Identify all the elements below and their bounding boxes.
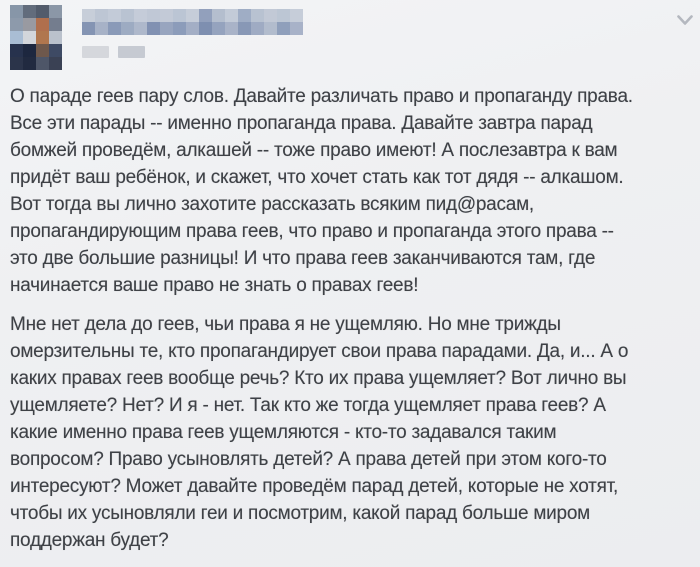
mosaic-cell	[134, 22, 147, 35]
text-line: Вот тогда вы лично захотите рассказать всяким пид@расам,	[10, 194, 534, 215]
mosaic-cell	[173, 22, 186, 35]
text-line: пропагандирующим права геев, что право и пропаганда этого права --	[10, 221, 614, 242]
post-paragraph-2	[10, 311, 696, 554]
mosaic-cell	[49, 57, 62, 70]
mosaic-cell	[251, 22, 264, 35]
text-line: начинается ваше право не знать о правах геев!	[10, 275, 419, 296]
mosaic-cell	[108, 22, 121, 35]
mosaic-cell	[264, 22, 277, 35]
mosaic-cell	[36, 31, 49, 44]
text-line: это две большие разницы! И что права геев заканчиваются там, где	[10, 248, 596, 269]
mosaic-cell	[108, 9, 121, 22]
mosaic-cell	[160, 22, 173, 35]
mosaic-cell	[134, 9, 147, 22]
mosaic-cell	[95, 9, 108, 22]
mosaic-cell	[49, 18, 62, 31]
mosaic-cell	[10, 18, 23, 31]
mosaic-cell	[186, 9, 199, 22]
mosaic-cell	[10, 5, 23, 18]
mosaic-cell	[82, 9, 95, 22]
mosaic-cell	[10, 57, 23, 70]
mosaic-cell	[173, 9, 186, 22]
text-line: каких правах геев вообще речь? Кто их права ущемляет? Вот лично вы	[10, 368, 627, 389]
mosaic-cell	[251, 9, 264, 22]
text-line: О параде геев пару слов. Давайте различать право и пропаганду права.	[10, 86, 633, 107]
mosaic-cell	[212, 22, 225, 35]
text-line: какие именно права геев ущемляются - кто-то задавался таким	[10, 422, 557, 443]
mosaic-cell	[186, 22, 199, 35]
mosaic-cell	[23, 31, 36, 44]
mosaic-cell	[23, 18, 36, 31]
mosaic-cell	[238, 9, 251, 22]
mosaic-cell	[147, 9, 160, 22]
post-body	[10, 83, 696, 554]
text-line: Мне нет дела до геев, чьи права я не ущемляю. Но мне трижды	[10, 314, 561, 335]
mosaic-cell	[225, 22, 238, 35]
mosaic-cell	[95, 22, 108, 35]
mosaic-cell	[23, 57, 36, 70]
text-line: ущемляете? Нет? И я - нет. Так кто же тогда ущемляет права геев? А	[10, 395, 606, 416]
mosaic-cell	[23, 44, 36, 57]
mosaic-cell	[10, 31, 23, 44]
text-line: чтобы их усыновляли геи и посмотрим, какой парад больше миром	[10, 503, 590, 524]
meta-block	[82, 46, 109, 58]
avatar[interactable]	[10, 5, 62, 70]
mosaic-cell	[160, 9, 173, 22]
mosaic-cell	[290, 9, 303, 22]
mosaic-cell	[212, 9, 225, 22]
mosaic-cell	[23, 5, 36, 18]
mosaic-cell	[277, 9, 290, 22]
mosaic-cell	[225, 9, 238, 22]
mosaic-cell	[36, 18, 49, 31]
author-name-redacted[interactable]	[82, 9, 303, 35]
timestamp-redacted[interactable]	[82, 46, 145, 58]
mosaic-cell	[49, 5, 62, 18]
mosaic-cell	[10, 44, 23, 57]
mosaic-cell	[290, 22, 303, 35]
mosaic-cell	[36, 5, 49, 18]
mosaic-cell	[36, 57, 49, 70]
chevron-down-icon	[677, 15, 693, 26]
post-options-button[interactable]	[674, 10, 696, 30]
mosaic-cell	[199, 22, 212, 35]
mosaic-cell	[199, 9, 212, 22]
text-line: омерзительны те, кто пропагандирует свои права парадами. Да, и... А о	[10, 341, 629, 362]
text-line: поддержан будет?	[10, 530, 169, 551]
mosaic-cell	[121, 9, 134, 22]
mosaic-cell	[49, 31, 62, 44]
meta-block	[118, 46, 145, 58]
mosaic-cell	[121, 22, 134, 35]
text-line: вопросом? Право усыновлять детей? А права детей при этом кого-то	[10, 449, 607, 470]
mosaic-cell	[264, 9, 277, 22]
text-line: бомжей проведём, алкашей -- тоже право имеют! А послезавтра к вам	[10, 140, 618, 161]
mosaic-cell	[49, 44, 62, 57]
text-line: придёт ваш ребёнок, и скажет, что хочет стать как тот дядя -- алкашом.	[10, 167, 624, 188]
mosaic-cell	[277, 22, 290, 35]
mosaic-cell	[147, 22, 160, 35]
mosaic-cell	[36, 44, 49, 57]
text-line: Все эти парады -- именно пропаганда права. Давайте завтра парад	[10, 113, 593, 134]
mosaic-cell	[238, 22, 251, 35]
mosaic-cell	[82, 22, 95, 35]
post-paragraph-1	[10, 83, 696, 299]
text-line: интересуют? Может давайте проведём парад детей, которые не хотят,	[10, 476, 618, 497]
